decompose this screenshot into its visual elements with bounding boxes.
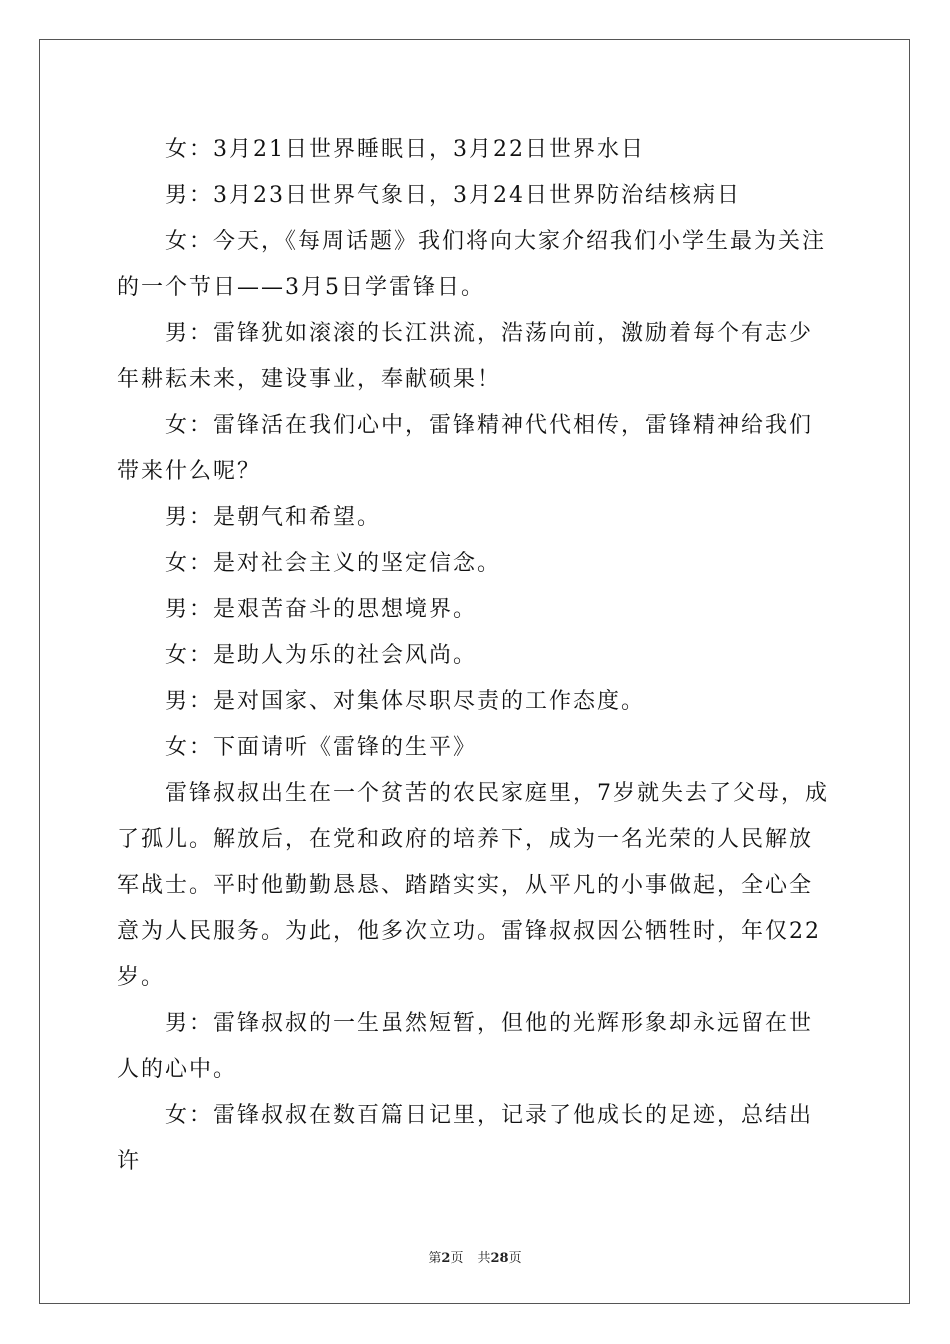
- paragraph: 女：是对社会主义的坚定信念。: [165, 551, 502, 576]
- paragraph: 男：3月23日世界气象日，3月24日世界防治结核病日: [165, 183, 741, 208]
- paragraph: 男：是朝气和希望。: [165, 505, 382, 530]
- paragraph: 女：是助人为乐的社会风尚。: [165, 643, 478, 668]
- total-suffix: 页: [508, 1251, 522, 1266]
- paragraph: 男：是对国家、对集体尽职尽责的工作态度。: [165, 689, 646, 714]
- paragraph: 女：下面请听《雷锋的生平》: [165, 735, 478, 760]
- paragraph: 女：今天，《每周话题》我们将向大家介绍我们小学生最为关注的一个节日——3月5日学雷锋日。: [117, 229, 827, 300]
- paragraph: 男：雷锋叔叔的一生虽然短暂，但他的光辉形象却永远留在世人的心中。: [117, 1011, 814, 1082]
- page-footer: [0, 1247, 950, 1266]
- document-body: [117, 127, 835, 1185]
- total-pages: 28: [490, 1251, 509, 1266]
- paragraph: 雷锋叔叔出生在一个贫苦的农民家庭里，7岁就失去了父母，成了孤儿。解放后，在党和政府的培养下，成为一名光荣的人民解放军战士。平时他勤勤恳恳、踏踏实实，从平凡的小事做起，全心全意为人民服务。为此，他多次立功。雷锋叔叔因公牺牲时，年仅22岁。: [117, 781, 829, 990]
- page-suffix: 页: [450, 1251, 464, 1266]
- page-prefix: 第: [428, 1251, 442, 1266]
- page-number: 2: [441, 1251, 451, 1266]
- paragraph: 男：是艰苦奋斗的思想境界。: [165, 597, 478, 622]
- total-prefix: 共: [477, 1251, 491, 1266]
- paragraph: 女：雷锋叔叔在数百篇日记里，记录了他成长的足迹，总结出许: [117, 1103, 814, 1174]
- paragraph: 女：雷锋活在我们心中，雷锋精神代代相传，雷锋精神给我们带来什么呢？: [117, 413, 814, 484]
- paragraph: 男：雷锋犹如滚滚的长江洪流，浩荡向前，激励着每个有志少年耕耘未来，建设事业，奉献硕果！: [117, 321, 814, 392]
- paragraph: 女：3月21日世界睡眠日，3月22日世界水日: [165, 137, 645, 162]
